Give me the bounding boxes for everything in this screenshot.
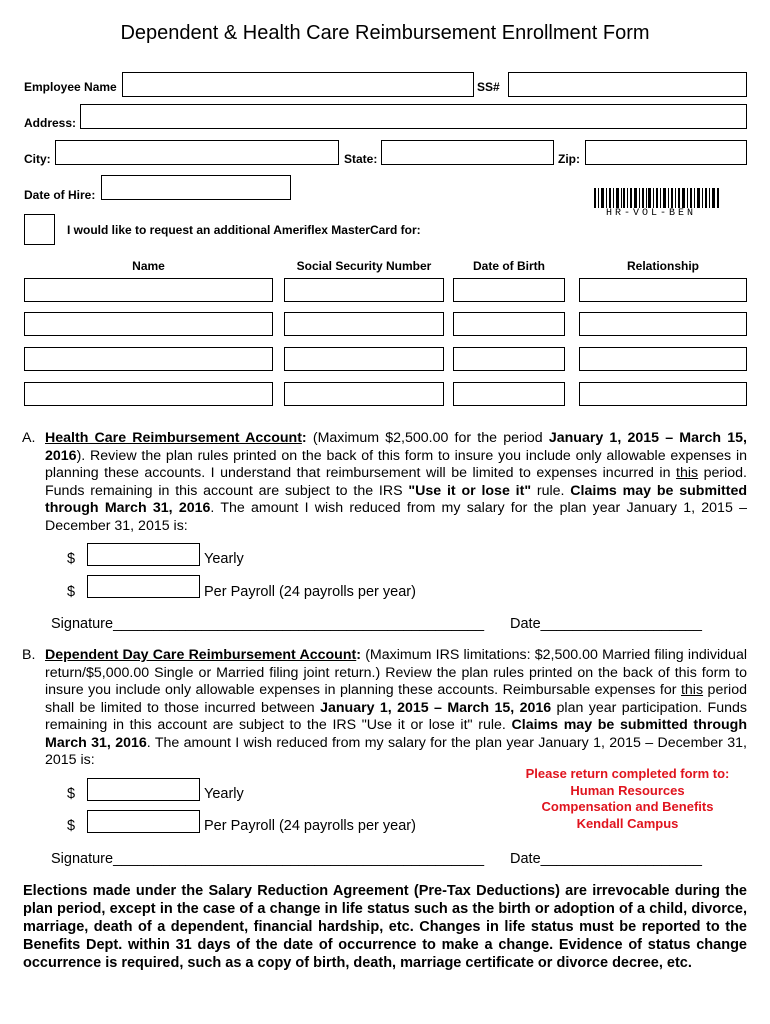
section-a-signature-line[interactable]: Signature______________________________________________ <box>51 616 485 632</box>
column-header-ssn: Social Security Number <box>296 259 432 273</box>
section-b-yearly-dollar: $ <box>67 786 76 802</box>
dependent-name-field[interactable] <box>24 347 273 371</box>
date-of-hire-label: Date of Hire: <box>24 188 96 202</box>
barcode-icon <box>594 188 719 208</box>
section-b-letter: B. <box>22 647 36 663</box>
section-a-payroll-amount-field[interactable] <box>87 575 200 598</box>
dependent-ssn-field[interactable] <box>284 347 444 371</box>
dependent-relationship-field[interactable] <box>579 278 747 302</box>
dependent-ssn-field[interactable] <box>284 382 444 406</box>
barcode-text: HR-VOL-BEN <box>606 208 697 219</box>
return-notice <box>505 766 750 832</box>
dependent-relationship-field[interactable] <box>579 382 747 406</box>
state-label: State: <box>344 152 378 166</box>
section-a-yearly-dollar: $ <box>67 551 76 567</box>
employee-name-label: Employee Name <box>24 80 117 94</box>
dependent-ssn-field[interactable] <box>284 278 444 302</box>
section-a-paragraph: A. Health Care Reimbursement Account: (Maximum $2,500.00 for the period January 1, 2015 – March 15, 2016). Review the plan rules printed on the back of this form to insure you include only allowable expenses in planning these accounts. I understand that reimbursement will be limited to expenses incurred in this period. Funds remaining in this account are subject to the IRS "Use it or lose it" rule. Claims may be submitted through March 31, 2016. The amount I wish reduced from my salary for the plan year January 1, 2015 – December 31, 2015 is: <box>22 430 748 534</box>
ssn-label: SS# <box>477 80 500 94</box>
dependent-relationship-field[interactable] <box>579 312 747 336</box>
column-header-relationship: Relationship <box>626 259 699 273</box>
city-label: City: <box>24 152 51 166</box>
ssn-field[interactable] <box>508 72 747 97</box>
date-of-hire-field[interactable] <box>101 175 291 200</box>
return-notice-line: Human Resources <box>570 782 685 798</box>
section-b-payroll-amount-field[interactable] <box>87 810 200 833</box>
dependent-dob-field[interactable] <box>453 312 565 336</box>
section-b-paragraph: B. Dependent Day Care Reimbursement Account: (Maximum IRS limitations: $2,500.00 Married filing individual return/$5,000.00 Single or Married filing joint return.) Review the plan rules printed on the back of this form to insure you include only allowable expenses in planning these accounts. Reimbursable expenses for this period shall be limited to those incurred between January 1, 2015 – March 15, 2016 plan year participation. Funds remaining in this account are subject to the IRS "Use it or lose it" rule. Claims may be submitted through March 31, 2016. The amount I wish reduced from my salary for the plan year January 1, 2015 – December 31, 2015 is: <box>22 647 748 768</box>
dependent-name-field[interactable] <box>24 278 273 302</box>
mastercard-request-label: I would like to request an additional Ameriflex MasterCard for: <box>67 223 421 237</box>
section-b-yearly-amount-field[interactable] <box>87 778 200 801</box>
dependent-dob-field[interactable] <box>453 347 565 371</box>
state-field[interactable] <box>381 140 554 165</box>
section-a-date-line[interactable]: Date____________________ <box>510 616 702 632</box>
dependent-dob-field[interactable] <box>453 382 565 406</box>
column-header-name: Name <box>132 259 165 273</box>
dependent-name-field[interactable] <box>24 312 273 336</box>
return-notice-line: Please return completed form to: <box>525 766 730 781</box>
zip-label: Zip: <box>558 152 580 166</box>
section-a-yearly-amount-field[interactable] <box>87 543 200 566</box>
section-a-yearly-label: Yearly <box>204 551 244 567</box>
section-b-signature-line[interactable]: Signature______________________________________________ <box>51 851 485 867</box>
section-b-payroll-dollar: $ <box>67 818 76 834</box>
address-label: Address: <box>24 116 77 130</box>
dependent-dob-field[interactable] <box>453 278 565 302</box>
irrevocable-elections-notice: Elections made under the Salary Reduction Agreement (Pre-Tax Deductions) are irrevocable during the plan period, except in the case of a change in life status such as the birth or adoption of a child, divorce, marriage, death of a dependent, financial hardship, etc. Changes in life status must be reported to the Benefits Dept. within 31 days of the date of occurrence to make a change. Evidence of status change occurrence is required, such as a copy of birth, death, marriage certificate or divorce decree, etc. <box>23 883 747 971</box>
return-notice-line: Compensation and Benefits <box>541 799 714 814</box>
column-header-dob: Date of Birth <box>473 259 545 273</box>
form-title: Dependent & Health Care Reimbursement Enrollment Form <box>120 22 650 44</box>
section-b-yearly-label: Yearly <box>204 786 244 802</box>
dependent-relationship-field[interactable] <box>579 347 747 371</box>
address-field[interactable] <box>80 104 747 129</box>
zip-field[interactable] <box>585 140 747 165</box>
mastercard-request-checkbox[interactable] <box>24 214 55 245</box>
section-b-date-line[interactable]: Date____________________ <box>510 851 702 867</box>
section-b-payroll-label: Per Payroll (24 payrolls per year) <box>204 818 416 834</box>
section-b-title: Dependent Day Care Reimbursement Account <box>45 647 357 663</box>
return-notice-line: Kendall Campus <box>576 815 679 831</box>
dependent-name-field[interactable] <box>24 382 273 406</box>
section-a-letter: A. <box>22 430 36 446</box>
section-a-title: Health Care Reimbursement Account <box>45 430 302 446</box>
section-a-payroll-dollar: $ <box>67 584 76 600</box>
employee-name-field[interactable] <box>122 72 474 97</box>
section-a-payroll-label: Per Payroll (24 payrolls per year) <box>204 584 416 600</box>
dependent-ssn-field[interactable] <box>284 312 444 336</box>
city-field[interactable] <box>55 140 339 165</box>
